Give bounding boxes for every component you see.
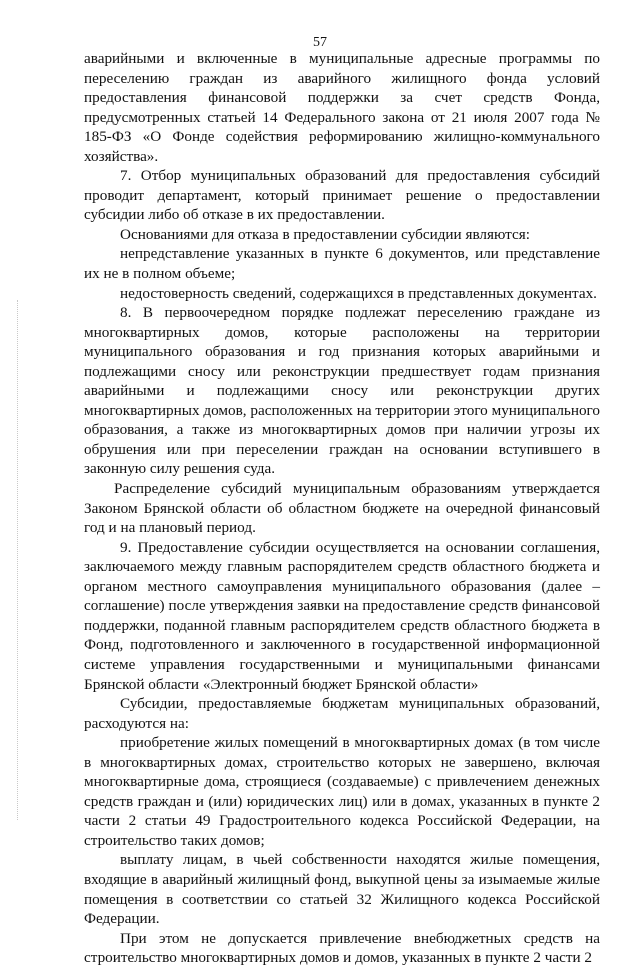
- paragraph-distribution: Распределение субсидий муниципальным образованиям утверждается Законом Брянской области об областном бюджете на очередной финансовый год и на плановый период.: [84, 480, 600, 537]
- paragraph-unreliable-info: недостоверность сведений, содержащихся в представленных документах.: [120, 284, 597, 302]
- paragraph-continuation: аварийными и включенные в муниципальные адресные программы по переселению граждан из аварийного жилищного фонда условий предоставления финансовой поддержки за счет средств Фонда, предусмотренных статьей 14 Федерального закона от 21 июля 2007 года № 185-ФЗ «О Фонде содействия реформированию жилищно-коммунального хозяйства».: [84, 50, 600, 165]
- scan-margin-dots: [17, 300, 24, 820]
- paragraph-refusal-grounds: Основаниями для отказа в предоставлении субсидии являются:: [120, 225, 530, 243]
- paragraph-nonsubmission: непредставление указанных в пункте 6 документов, или представление их не в полном объеме;: [84, 245, 600, 283]
- paragraph-item-8: 8. В первоочередном порядке подлежат переселению граждане из многоквартирных домов, которые расположены на территории муниципального образования и год признания которых аварийными и подлежащими сносу или реконструкции предшествует годам признания аварийными и подлежащими сносу или реконструкции других многоквартирных домов, расположенных на территории этого муниципального образования, а также из многоквартирных домов при наличии угрозы их обрушения или при переселении граждан на основании вступившего в законную силу решения суда.: [84, 304, 600, 478]
- paragraph-acquisition: приобретение жилых помещений в многоквартирных домах (в том числе в многоквартирных домах, строительство которых не завершено, включая многоквартирные дома, строящиеся (создаваемые) с привлечением денежных средств граждан и (или) юридических лиц) или в домах, указанных в пункте 2 части 2 статьи 49 Градостроительного кодекса Российской Федерации, на строительство таких домов;: [84, 734, 600, 849]
- document-body: [84, 49, 600, 968]
- paragraph-subsidies-spent: Субсидии, предоставляемые бюджетам муниципальных образований, расходуются на:: [84, 695, 600, 732]
- paragraph-item-9: 9. Предоставление субсидии осуществляется на основании соглашения, заключаемого между главным распорядителем средств областного бюджета и органом местного самоуправления муниципального образования (далее – соглашение) после утверждения заявки на предоставление средств финансовой поддержки, поданной главным распорядителем средств областного бюджета в Фонд, подготовленного и заключенного в государственной информационной системе управления государственными и муниципальными финансами Брянской области «Электронный бюджет Брянской области»: [84, 538, 600, 693]
- paragraph-item-7: 7. Отбор муниципальных образований для предоставления субсидий проводит департамент, который принимает решение о предоставлении субсидии либо об отказе в их предоставлении.: [84, 167, 600, 224]
- paragraph-extrabudgetary: При этом не допускается привлечение внебюджетных средств на строительство многоквартирных домов и домов, указанных в пункте 2 части 2: [84, 929, 600, 967]
- page-number: 57: [313, 35, 327, 50]
- paragraph-payment: выплату лицам, в чьей собственности находятся жилые помещения, входящие в аварийный жилищный фонд, выкупной цены за изымаемые жилые помещения в соответствии со статьей 32 Жилищного кодекса Российской Федерации.: [84, 851, 600, 928]
